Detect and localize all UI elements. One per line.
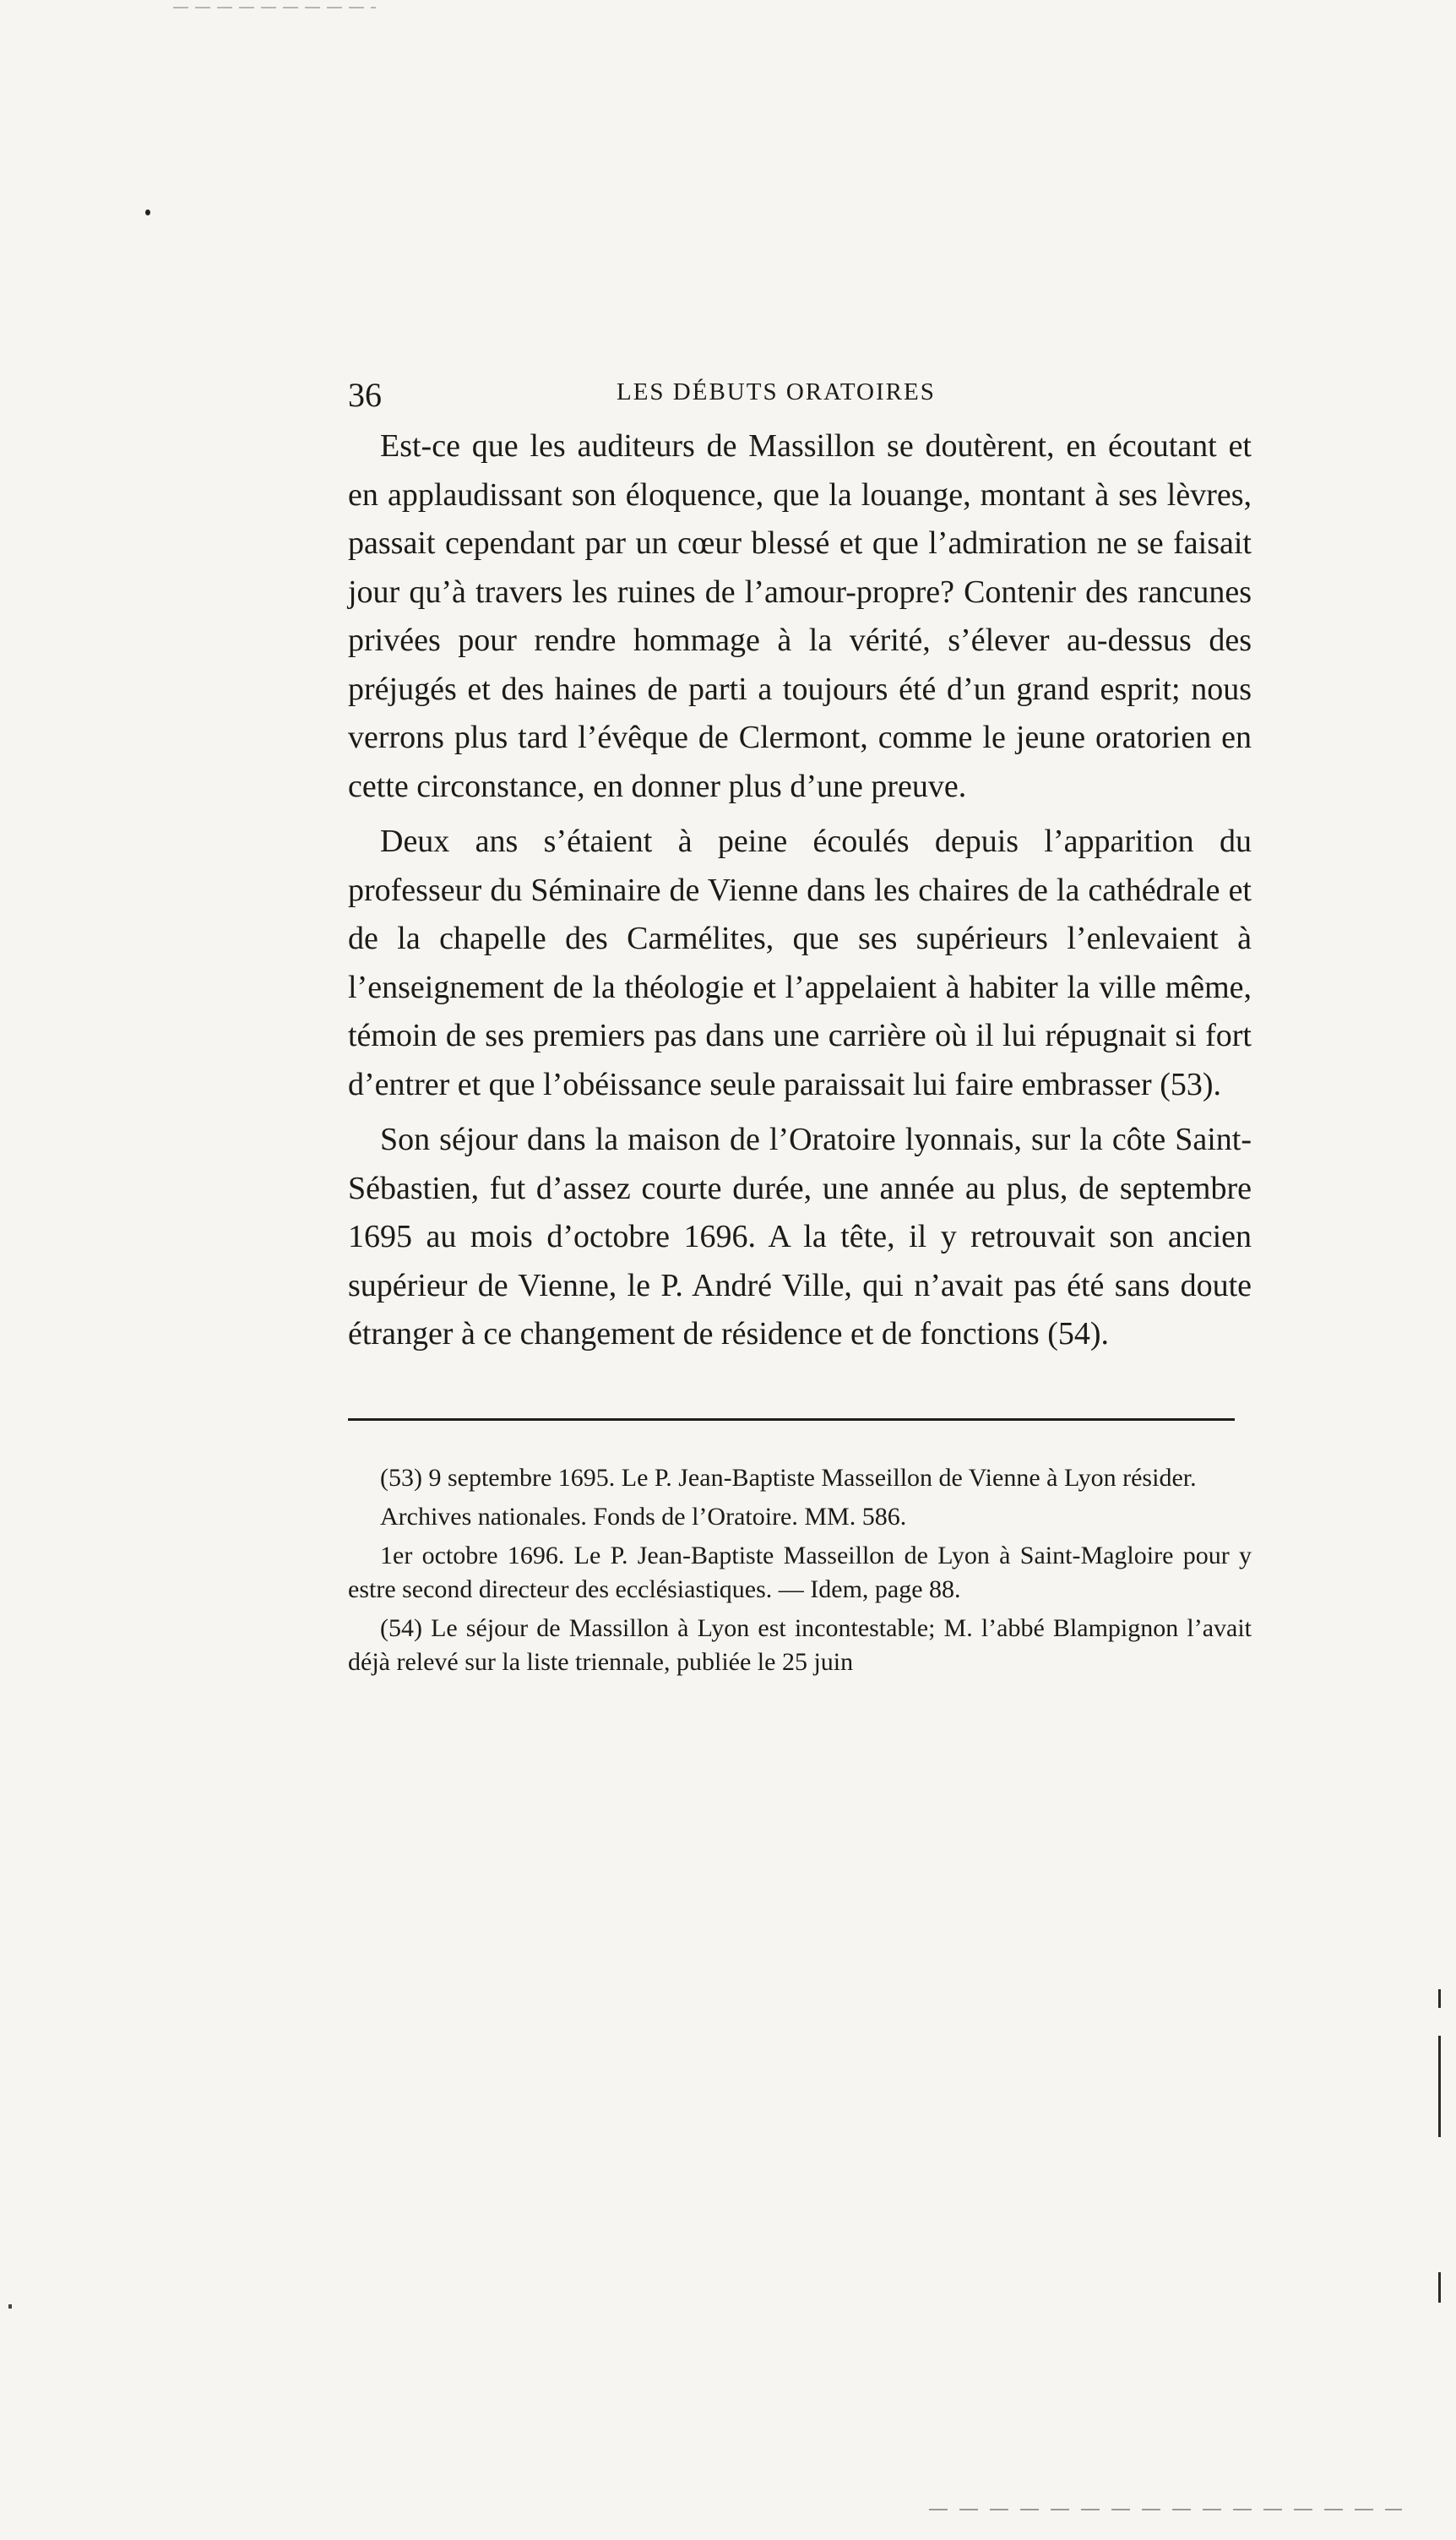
page-number: 36 xyxy=(348,376,382,414)
scan-artifact-top xyxy=(173,7,376,8)
book-page xyxy=(348,372,1252,1679)
scan-artifact-left-mark xyxy=(8,2304,12,2309)
paragraph: Est-ce que les auditeurs de Massillon se doutèrent, en écoutant et en applaudissant son éloquence, que la louange, montant à ses lèvres, passait cependant par un cœur blessé et que l’admiration ne se faisait jour qu’à travers les ruines de l’amour-propre? Contenir des rancunes privées pour rendre hommage à la vérité, s’élever au-dessus des préjugés et des haines de parti a toujours été d’un grand esprit; nous verrons plus tard l’évêque de Clermont, comme le jeune oratorien en cette circonstance, en donner plus d’une preuve. xyxy=(348,428,1252,804)
scan-artifact-edge-mark xyxy=(1438,2272,1441,2303)
paragraph: Deux ans s’étaient à peine écoulés depuis l’apparition du professeur du Séminaire de Vienne dans les chaires de la cathédrale et de la chapelle des Carmélites, que ses supérieurs l’enlevaient à l’enseignement de la théologie et l’appelaient à habiter la ville même, témoin de ses premiers pas dans une carrière où il lui répugnait si fort d’entrer et que l’obéissance seule paraissait lui faire embrasser (53). xyxy=(348,824,1252,1102)
footnote: Archives nationales. Fonds de l’Oratoire. MM. 586. xyxy=(380,1502,907,1531)
body-text xyxy=(348,422,1252,1359)
scan-artifact-edge-mark xyxy=(1438,2036,1441,2137)
scan-artifact-dot xyxy=(145,209,150,215)
footnote: (53) 9 septembre 1695. Le P. Jean-Baptiste Masseillon de Vienne à Lyon résider. xyxy=(380,1463,1197,1492)
footnotes xyxy=(348,1461,1252,1679)
running-title: LES DÉBUTS ORATOIRES xyxy=(617,378,936,405)
footnote: 1er octobre 1696. Le P. Jean-Baptiste Masseillon de Lyon à Saint-Magloire pour y estre second directeur des ecclésiastiques. — Idem, page 88. xyxy=(348,1541,1252,1603)
running-head xyxy=(348,372,1252,422)
footnote-separator xyxy=(348,1418,1235,1421)
scan-artifact-edge-mark xyxy=(1438,1989,1441,2008)
scan-artifact-bottom xyxy=(929,2509,1402,2510)
paragraph: Son séjour dans la maison de l’Oratoire lyonnais, sur la côte Saint-Sébastien, fut d’assez courte durée, une année au plus, de septembre 1695 au mois d’octobre 1696. A la tête, il y retrouvait son ancien supérieur de Vienne, le P. André Ville, qui n’avait pas été sans doute étranger à ce changement de résidence et de fonctions (54). xyxy=(348,1122,1252,1352)
footnote: (54) Le séjour de Massillon à Lyon est incontestable; M. l’abbé Blampignon l’avait déjà relevé sur la liste triennale, publiée le 25 juin xyxy=(348,1613,1252,1676)
